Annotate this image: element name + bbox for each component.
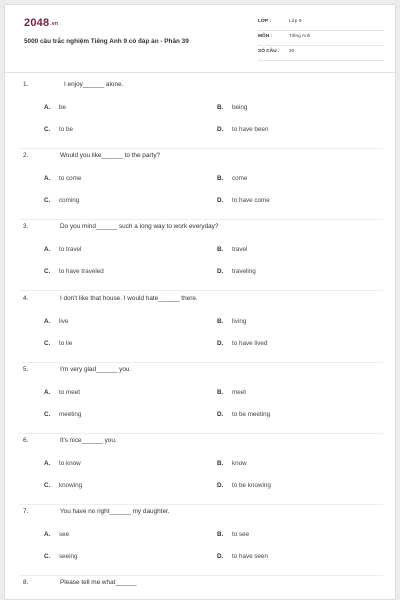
option-text: living xyxy=(232,318,247,325)
option-letter: D. xyxy=(217,411,224,418)
option-text: to lie xyxy=(59,340,73,347)
question-number: 6. xyxy=(23,437,29,444)
answer-option[interactable] xyxy=(44,340,72,347)
option-text: to have lived xyxy=(232,340,268,347)
option-text: travel xyxy=(232,246,248,253)
answer-option[interactable] xyxy=(44,246,81,253)
option-text: to be meeting xyxy=(232,411,271,418)
question-text: Would you like______ to the party? xyxy=(60,152,161,159)
meta-value: 20 xyxy=(289,49,295,54)
option-text: see xyxy=(59,531,70,538)
option-letter: A. xyxy=(44,460,51,467)
option-letter: B. xyxy=(217,318,224,325)
option-text: meeting xyxy=(59,411,82,418)
option-text: to be xyxy=(59,126,74,133)
meta-label: LỚP : xyxy=(258,19,272,24)
option-letter: B. xyxy=(217,175,224,182)
answer-option[interactable] xyxy=(44,553,78,560)
question-number: 1. xyxy=(23,81,29,88)
option-text: to have been xyxy=(232,126,269,133)
option-text: live xyxy=(59,318,69,325)
question-text: You have no right______ my daughter. xyxy=(60,508,170,515)
option-letter: B. xyxy=(217,460,224,467)
option-text: coming xyxy=(59,197,80,204)
option-letter: B. xyxy=(217,246,224,253)
question-item xyxy=(5,81,396,152)
question-item xyxy=(5,437,396,508)
option-text: to travel xyxy=(59,246,82,253)
answer-option[interactable] xyxy=(44,268,104,275)
meta-row-question-count xyxy=(258,47,384,61)
meta-value: Lớp 9 xyxy=(289,19,302,24)
answer-option[interactable] xyxy=(217,460,247,467)
option-letter: C. xyxy=(44,411,51,418)
question-item xyxy=(5,508,396,579)
answer-option[interactable] xyxy=(217,553,268,560)
answer-option[interactable] xyxy=(44,482,82,489)
question-text: Do you mind______ such a long way to work everyday? xyxy=(60,223,219,230)
answer-option[interactable] xyxy=(217,268,256,275)
question-item xyxy=(5,366,396,437)
question-item xyxy=(5,223,396,294)
option-letter: C. xyxy=(44,482,51,489)
option-letter: D. xyxy=(217,268,224,275)
option-text: to come xyxy=(59,175,82,182)
logo-tld: .vn xyxy=(50,21,59,27)
question-number: 8. xyxy=(23,579,29,586)
answer-option[interactable] xyxy=(44,389,80,396)
option-text: to know xyxy=(59,460,81,467)
document-title: 5000 câu trắc nghiệm Tiếng Anh 9 có đáp án - Phần 39 xyxy=(24,38,189,45)
question-number: 2. xyxy=(23,152,29,159)
option-text: to be knowing xyxy=(232,482,271,489)
meta-row-grade xyxy=(258,17,384,31)
option-letter: C. xyxy=(44,268,51,275)
question-number: 3. xyxy=(23,223,29,230)
answer-option[interactable] xyxy=(217,411,270,418)
question-item xyxy=(5,295,396,366)
question-item xyxy=(5,579,396,600)
option-text: to see xyxy=(232,531,250,538)
answer-option[interactable] xyxy=(217,389,246,396)
meta-row-subject xyxy=(258,32,384,46)
option-letter: B. xyxy=(217,389,224,396)
answer-option[interactable] xyxy=(44,411,81,418)
answer-option[interactable] xyxy=(44,460,81,467)
option-letter: A. xyxy=(44,318,51,325)
question-number: 7. xyxy=(23,508,29,515)
document-header xyxy=(5,5,396,73)
option-text: be xyxy=(59,104,67,111)
option-letter: A. xyxy=(44,389,51,396)
option-letter: D. xyxy=(217,126,224,133)
option-letter: C. xyxy=(44,197,51,204)
worksheet-page xyxy=(4,4,396,600)
question-item xyxy=(5,152,396,223)
answer-option[interactable] xyxy=(217,531,249,538)
option-letter: A. xyxy=(44,531,51,538)
answer-option[interactable] xyxy=(44,318,68,325)
question-text: Please tell me what______ xyxy=(60,579,137,586)
answer-option[interactable] xyxy=(44,531,69,538)
option-text: to have come xyxy=(232,197,270,204)
answer-option[interactable] xyxy=(217,340,267,347)
question-text: I don't like that house. I would hate______ there. xyxy=(60,295,198,302)
option-text: meet xyxy=(232,389,246,396)
option-letter: A. xyxy=(44,246,51,253)
option-text: come xyxy=(232,175,248,182)
option-text: being xyxy=(232,104,248,111)
option-letter: B. xyxy=(217,104,224,111)
answer-option[interactable] xyxy=(217,126,268,133)
option-text: knowing xyxy=(59,482,83,489)
answer-option[interactable] xyxy=(44,175,81,182)
answer-option[interactable] xyxy=(44,104,66,111)
site-logo[interactable] xyxy=(24,17,58,29)
option-text: to meet xyxy=(59,389,80,396)
option-text: to have seen xyxy=(232,553,269,560)
answer-option[interactable] xyxy=(217,175,247,182)
option-text: traveling xyxy=(232,268,256,275)
option-letter: A. xyxy=(44,175,51,182)
option-letter: C. xyxy=(44,126,51,133)
answer-option[interactable] xyxy=(44,197,79,204)
meta-label: SỐ CÂU : xyxy=(258,49,280,54)
answer-option[interactable] xyxy=(217,104,247,111)
option-letter: D. xyxy=(217,553,224,560)
answer-option[interactable] xyxy=(217,318,246,325)
meta-label: MÔN : xyxy=(258,34,273,39)
option-letter: C. xyxy=(44,553,51,560)
question-text: I enjoy______ alone. xyxy=(64,81,124,88)
answer-option[interactable] xyxy=(217,197,270,204)
answer-option[interactable] xyxy=(217,246,247,253)
option-letter: D. xyxy=(217,197,224,204)
option-letter: D. xyxy=(217,482,224,489)
option-text: to have traveled xyxy=(59,268,104,275)
option-text: know xyxy=(232,460,247,467)
question-text: It's nice______ you. xyxy=(60,437,117,444)
option-text: seeing xyxy=(59,553,78,560)
question-number: 4. xyxy=(23,295,29,302)
question-text: I'm very glad______ you. xyxy=(60,366,132,373)
question-number: 5. xyxy=(23,366,29,373)
option-letter: B. xyxy=(217,531,224,538)
logo-text: 2048 xyxy=(24,17,50,29)
meta-value: Tiếng Anh xyxy=(289,34,311,39)
option-letter: A. xyxy=(44,104,51,111)
answer-option[interactable] xyxy=(44,126,73,133)
option-letter: D. xyxy=(217,340,224,347)
option-letter: C. xyxy=(44,340,51,347)
answer-option[interactable] xyxy=(217,482,271,489)
